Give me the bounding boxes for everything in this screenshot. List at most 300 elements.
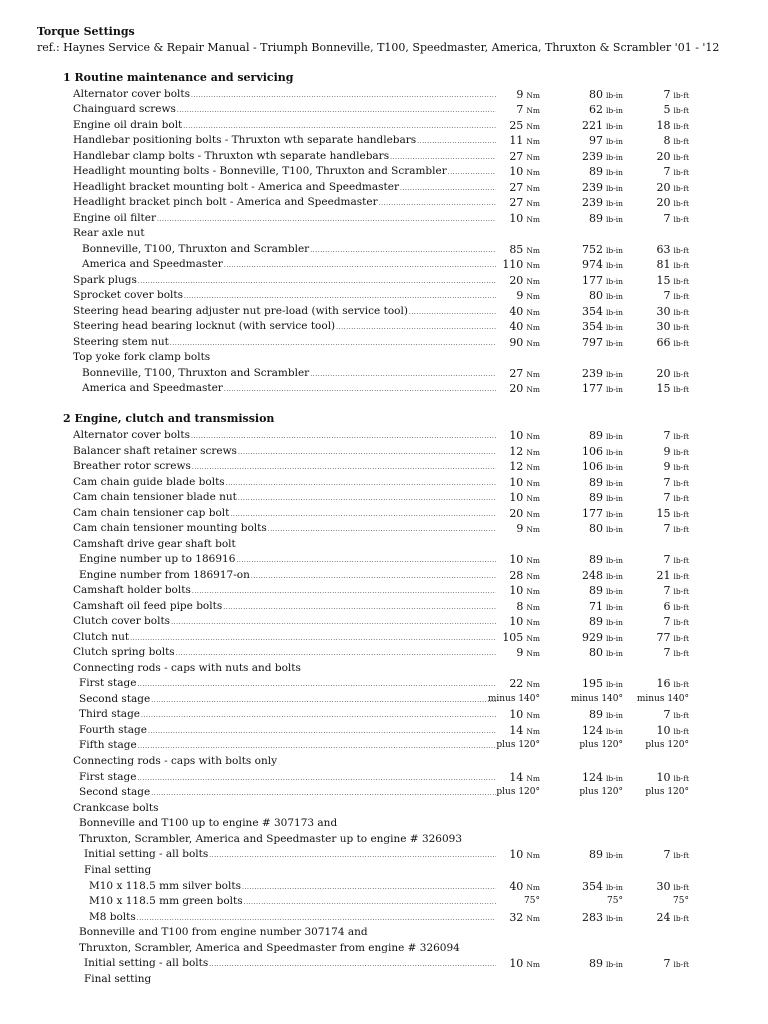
row-label: Connecting rods - caps with nuts and bolts (73, 662, 301, 674)
lb-ft-value (656, 195, 689, 211)
lb-in-value (589, 288, 623, 304)
row-label-wrap (73, 211, 496, 226)
row-label-wrap (73, 87, 496, 102)
nm-value (509, 723, 540, 739)
lb-in-value (589, 614, 623, 630)
table-row (0, 257, 768, 273)
row-label: M10 x 118.5 mm green bolts (89, 895, 243, 907)
torque-unit: lb-ft (673, 91, 689, 100)
row-label-wrap (73, 459, 496, 474)
table-row (0, 521, 768, 537)
table-row (0, 972, 768, 988)
table-row (0, 102, 768, 118)
torque-number: 10 (509, 957, 524, 970)
table-row (0, 459, 768, 475)
torque-unit: lb-in (606, 883, 623, 892)
row-label-wrap (89, 879, 496, 894)
torque-number: 89 (589, 429, 604, 442)
torque-unit: lb-ft (673, 494, 689, 503)
lb-in-value (582, 273, 623, 289)
row-label: Handlebar positioning bolts - Thruxton wth separate handlebars (73, 134, 417, 146)
lb-ft-value (656, 366, 689, 382)
torque-number: 63 (656, 243, 671, 256)
lb-in-value (582, 506, 623, 522)
row-label: Final setting (84, 973, 152, 985)
torque-number: 85 (509, 243, 524, 256)
leader-dots (137, 911, 496, 925)
torque-unit: lb-ft (673, 277, 689, 286)
lb-ft-value (663, 102, 689, 118)
lb-in-value (589, 956, 623, 972)
nm-value (502, 630, 540, 646)
table-row (0, 785, 768, 801)
torque-number: 7 (663, 491, 671, 504)
torque-number: 177 (582, 382, 604, 395)
leader-dots (390, 150, 496, 164)
torque-unit: lb-ft (673, 292, 689, 301)
nm-value (509, 149, 540, 165)
lb-ft-value (663, 552, 689, 568)
row-label: Clutch cover bolts (73, 615, 171, 627)
torque-number: 239 (582, 367, 604, 380)
torque-number: 105 (502, 631, 524, 644)
torque-unit: lb-ft (673, 261, 689, 270)
leader-dots (448, 165, 496, 179)
nm-value (516, 521, 540, 537)
row-label: Initial setting - all bolts (84, 957, 209, 969)
row-label-wrap (82, 381, 496, 396)
leader-dots (138, 274, 496, 288)
torque-unit: lb-in (606, 634, 623, 643)
lb-in-value (582, 723, 623, 739)
nm-value (516, 87, 540, 103)
row-label: Cam chain tensioner cap bolt (73, 507, 230, 519)
torque-unit: Nm (526, 494, 540, 503)
nm-value (509, 118, 540, 134)
torque-unit: Nm (526, 122, 540, 131)
torque-unit: lb-ft (673, 323, 689, 332)
torque-unit: lb-in (606, 432, 623, 441)
lb-ft-value (656, 242, 689, 258)
leader-dots (379, 196, 496, 210)
torque-number: 5 (663, 103, 671, 116)
nm-value (516, 102, 540, 118)
lb-in-value (589, 707, 623, 723)
torque-number: 89 (589, 212, 604, 225)
table-row (0, 894, 768, 910)
table-row (0, 164, 768, 180)
row-label: Clutch spring bolts (73, 646, 175, 658)
row-label: Cam chain guide blade bolts (73, 476, 225, 488)
lb-in-value: plus 120° (579, 740, 623, 750)
row-label: Thruxton, Scrambler, America and Speedmaster from engine # 326094 (79, 942, 460, 954)
lb-ft-value (663, 847, 689, 863)
torque-number: 239 (582, 196, 604, 209)
torque-unit: lb-in (606, 960, 623, 969)
lb-in-value (582, 459, 623, 475)
torque-unit: lb-ft (673, 680, 689, 689)
torque-number: 7 (663, 476, 671, 489)
torque-number: 21 (656, 569, 671, 582)
torque-unit: Nm (526, 385, 540, 394)
row-label-wrap (73, 180, 496, 195)
row-label-wrap (73, 630, 496, 645)
torque-number: 9 (516, 646, 524, 659)
lb-in-value (589, 583, 623, 599)
lb-ft-value (656, 335, 689, 351)
torque-number: 89 (589, 584, 604, 597)
torque-unit: lb-ft (673, 603, 689, 612)
torque-unit: Nm (526, 774, 540, 783)
row-label-wrap (73, 661, 748, 676)
lb-ft-value: plus 120° (645, 740, 689, 750)
nm-value (509, 381, 540, 397)
torque-unit: lb-ft (673, 137, 689, 146)
torque-unit: Nm (526, 261, 540, 270)
row-label: Top yoke fork clamp bolts (73, 351, 211, 363)
lb-ft-value (663, 288, 689, 304)
torque-unit: lb-in (606, 851, 623, 860)
torque-number: 89 (589, 165, 604, 178)
torque-unit: lb-ft (673, 883, 689, 892)
row-label-wrap (73, 583, 496, 598)
leader-dots (192, 460, 496, 474)
row-label: Bonneville, T100, Thruxton and Scrambler (82, 243, 310, 255)
torque-number: 6 (663, 600, 671, 613)
torque-number: 27 (509, 367, 524, 380)
torque-unit: lb-in (606, 246, 623, 255)
torque-number: 30 (656, 320, 671, 333)
lb-in-value (582, 180, 623, 196)
row-label-wrap (73, 801, 748, 816)
torque-unit: Nm (526, 680, 540, 689)
torque-number: 40 (509, 320, 524, 333)
table-row (0, 537, 768, 553)
torque-number: 89 (589, 957, 604, 970)
leader-dots (191, 429, 496, 443)
row-label: Camshaft drive gear shaft bolt (73, 538, 236, 550)
leader-dots (209, 957, 496, 971)
row-label: America and Speedmaster (82, 258, 223, 270)
torque-number: 89 (589, 708, 604, 721)
lb-ft-value (656, 676, 689, 692)
torque-unit: lb-in (606, 308, 623, 317)
leader-dots (400, 181, 496, 195)
table-row (0, 319, 768, 335)
torque-unit: lb-ft (673, 339, 689, 348)
row-label-wrap (79, 941, 748, 956)
row-label-wrap (73, 226, 748, 241)
row-label: Sprocket cover bolts (73, 289, 183, 301)
torque-unit: Nm (526, 634, 540, 643)
torque-unit: lb-ft (673, 618, 689, 627)
row-label: Steering head bearing locknut (with service tool) (73, 320, 336, 332)
torque-number: 10 (509, 476, 524, 489)
torque-unit: Nm (526, 168, 540, 177)
nm-value: plus 120° (496, 787, 540, 797)
lb-in-value: minus 140° (570, 694, 623, 704)
nm-value (509, 211, 540, 227)
lb-in-value (589, 102, 623, 118)
row-label: Second stage (79, 786, 151, 798)
lb-ft-value (656, 381, 689, 397)
torque-number: 106 (582, 445, 604, 458)
leader-dots (238, 445, 496, 459)
lb-ft-value (656, 506, 689, 522)
leader-dots (242, 880, 496, 894)
torque-number: 283 (582, 911, 604, 924)
row-label: Headlight mounting bolts - Bonneville, T100, Thruxton and Scrambler (73, 165, 447, 177)
torque-unit: Nm (526, 277, 540, 286)
torque-number: 22 (509, 677, 524, 690)
torque-unit: Nm (526, 587, 540, 596)
row-label: Balancer shaft retainer screws (73, 445, 237, 457)
row-label: Breather rotor screws (73, 460, 191, 472)
lb-in-value (582, 770, 623, 786)
torque-number: 32 (509, 911, 524, 924)
torque-unit: lb-ft (673, 308, 689, 317)
nm-value (509, 428, 540, 444)
torque-number: 10 (509, 165, 524, 178)
torque-unit: lb-ft (673, 914, 689, 923)
nm-value: plus 120° (496, 740, 540, 750)
row-label: Alternator cover bolts (73, 88, 191, 100)
torque-unit: Nm (526, 432, 540, 441)
row-label: Connecting rods - caps with bolts only (73, 755, 278, 767)
nm-value (509, 707, 540, 723)
lb-in-value (589, 847, 623, 863)
row-label: Steering stem nut (73, 336, 169, 348)
lb-ft-value (663, 133, 689, 149)
torque-number: 9 (663, 460, 671, 473)
table-row (0, 863, 768, 879)
torque-number: 28 (509, 569, 524, 582)
lb-in-value (589, 164, 623, 180)
lb-in-value (582, 444, 623, 460)
table-row (0, 770, 768, 786)
torque-number: 354 (582, 305, 604, 318)
leader-dots (224, 382, 496, 396)
torque-number: 10 (509, 491, 524, 504)
table-row (0, 645, 768, 661)
lb-ft-value (663, 211, 689, 227)
nm-value (509, 847, 540, 863)
torque-number: 20 (509, 507, 524, 520)
torque-number: 195 (582, 677, 604, 690)
lb-ft-value (663, 614, 689, 630)
row-label: Camshaft oil feed pipe bolts (73, 600, 223, 612)
leader-dots (141, 708, 496, 722)
row-label: Cam chain tensioner mounting bolts (73, 522, 267, 534)
table-row (0, 941, 768, 957)
torque-unit: lb-in (606, 339, 623, 348)
table-row (0, 242, 768, 258)
table-row (0, 552, 768, 568)
torque-unit: lb-in (606, 463, 623, 472)
torque-number: 18 (656, 119, 671, 132)
nm-value (509, 770, 540, 786)
row-label-wrap (73, 645, 496, 660)
leader-dots (244, 895, 496, 909)
torque-unit: lb-ft (673, 479, 689, 488)
table-row (0, 506, 768, 522)
row-label-wrap (79, 552, 496, 567)
row-label: Camshaft holder bolts (73, 584, 191, 596)
torque-number: 9 (516, 522, 524, 535)
lb-in-value (589, 133, 623, 149)
table-row (0, 444, 768, 460)
lb-ft-value (663, 164, 689, 180)
row-label-wrap (79, 785, 496, 800)
torque-number: 24 (656, 911, 671, 924)
row-label: Second stage (79, 693, 151, 705)
leader-dots (226, 476, 496, 490)
lb-in-value (589, 490, 623, 506)
row-label-wrap (73, 319, 496, 334)
torque-number: 25 (509, 119, 524, 132)
nm-value: 75° (524, 896, 540, 906)
nm-value (509, 273, 540, 289)
torque-number: 7 (663, 957, 671, 970)
torque-unit: lb-in (606, 215, 623, 224)
row-label: Engine oil filter (73, 212, 157, 224)
lb-ft-value (656, 770, 689, 786)
torque-unit: lb-in (606, 711, 623, 720)
row-label-wrap (73, 118, 496, 133)
lb-in-value: plus 120° (579, 787, 623, 797)
torque-number: 177 (582, 274, 604, 287)
table-row (0, 956, 768, 972)
table-row (0, 226, 768, 242)
row-label-wrap (73, 195, 496, 210)
row-label-wrap (73, 304, 496, 319)
table-row (0, 118, 768, 134)
lb-in-value (582, 118, 623, 134)
nm-value (509, 956, 540, 972)
torque-unit: Nm (526, 960, 540, 969)
torque-unit: lb-in (606, 525, 623, 534)
torque-number: 124 (582, 724, 604, 737)
torque-number: 110 (502, 258, 524, 271)
torque-unit: Nm (526, 525, 540, 534)
torque-number: 106 (582, 460, 604, 473)
torque-number: 974 (582, 258, 604, 271)
section-heading: 1 Routine maintenance and servicing (63, 71, 294, 84)
row-label: Headlight bracket pinch bolt - America and Speedmaster (73, 196, 378, 208)
torque-unit: lb-ft (673, 649, 689, 658)
row-label: Cam chain tensioner blade nut (73, 491, 237, 503)
torque-number: 9 (516, 88, 524, 101)
torque-unit: Nm (526, 556, 540, 565)
torque-unit: lb-in (606, 323, 623, 332)
lb-ft-value (663, 87, 689, 103)
torque-unit: lb-in (606, 184, 623, 193)
row-label: Engine number up to 186916 (79, 553, 236, 565)
torque-number: 10 (509, 584, 524, 597)
row-label-wrap (73, 149, 496, 164)
torque-unit: lb-in (606, 680, 623, 689)
table-row (0, 149, 768, 165)
leader-dots (184, 289, 496, 303)
torque-number: 7 (663, 646, 671, 659)
leader-dots (224, 258, 496, 272)
lb-ft-value (663, 599, 689, 615)
torque-number: 7 (663, 708, 671, 721)
torque-number: 16 (656, 677, 671, 690)
torque-number: 10 (656, 724, 671, 737)
lb-ft-value (663, 521, 689, 537)
table-row (0, 661, 768, 677)
row-label: Crankcase bolts (73, 802, 159, 814)
torque-number: 239 (582, 150, 604, 163)
row-label-wrap (73, 490, 496, 505)
torque-unit: lb-ft (673, 184, 689, 193)
table-row (0, 211, 768, 227)
lb-ft-value (663, 707, 689, 723)
torque-number: 10 (509, 212, 524, 225)
lb-ft-value (656, 180, 689, 196)
row-label: Initial setting - all bolts (84, 848, 209, 860)
torque-number: 10 (509, 553, 524, 566)
torque-unit: Nm (526, 463, 540, 472)
lb-ft-value (656, 319, 689, 335)
torque-unit: lb-ft (673, 851, 689, 860)
torque-unit: Nm (526, 323, 540, 332)
torque-unit: Nm (526, 292, 540, 301)
leader-dots (223, 600, 496, 614)
lb-in-value (582, 910, 623, 926)
lb-ft-value (656, 879, 689, 895)
lb-in-value (589, 645, 623, 661)
lb-ft-value (656, 273, 689, 289)
leader-dots (192, 584, 496, 598)
lb-ft-value (663, 956, 689, 972)
row-label-wrap (73, 102, 496, 117)
torque-unit: lb-in (606, 479, 623, 488)
torque-unit: Nm (526, 618, 540, 627)
section-heading: 2 Engine, clutch and transmission (63, 412, 275, 425)
row-label: Rear axle nut (73, 227, 145, 239)
row-label-wrap (73, 537, 748, 552)
lb-in-value (589, 211, 623, 227)
torque-unit: lb-ft (673, 525, 689, 534)
torque-unit: lb-in (606, 618, 623, 627)
torque-unit: lb-in (606, 556, 623, 565)
torque-unit: Nm (526, 246, 540, 255)
torque-number: 9 (663, 445, 671, 458)
torque-number: 97 (589, 134, 604, 147)
torque-number: 9 (516, 289, 524, 302)
table-row (0, 707, 768, 723)
torque-number: 20 (509, 274, 524, 287)
torque-number: 124 (582, 771, 604, 784)
torque-number: 7 (663, 212, 671, 225)
row-label-wrap (79, 692, 496, 707)
torque-number: 40 (509, 305, 524, 318)
torque-unit: lb-in (606, 277, 623, 286)
table-row (0, 832, 768, 848)
lb-in-value (582, 381, 623, 397)
torque-unit: lb-ft (673, 153, 689, 162)
leader-dots (209, 848, 496, 862)
row-label: Bonneville and T100 from engine number 307174 and (79, 926, 368, 938)
row-label-wrap (79, 816, 748, 831)
torque-unit: Nm (526, 479, 540, 488)
torque-number: 7 (663, 429, 671, 442)
torque-number: 81 (656, 258, 671, 271)
torque-number: 89 (589, 848, 604, 861)
torque-unit: lb-in (606, 587, 623, 596)
